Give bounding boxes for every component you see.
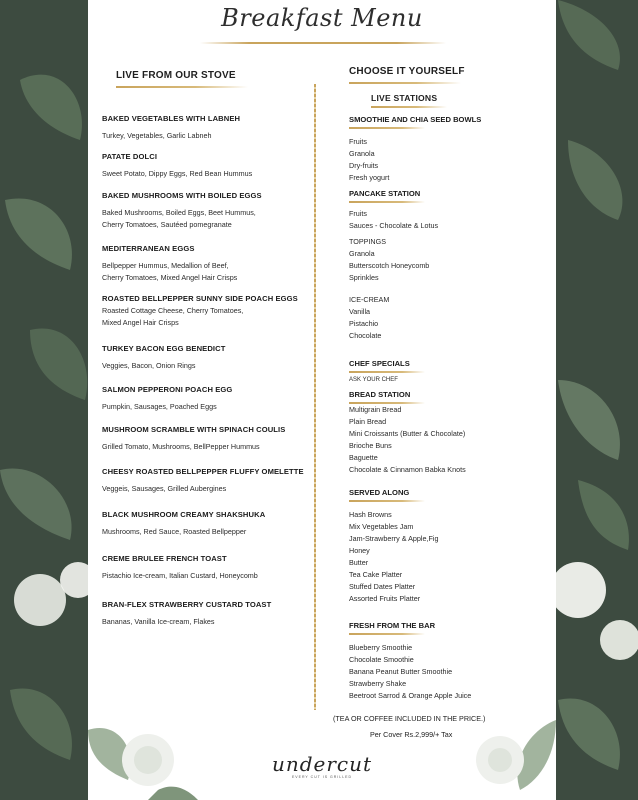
leaf-decoration-left-icon: [0, 0, 100, 800]
list-item: [102, 191, 312, 231]
list-item: Tea Cake Platter: [349, 570, 403, 579]
right-heading-divider: [349, 82, 461, 84]
item-desc: Roasted Cottage Cheese, Cherry Tomatoes, Mixed Angel Hair Crisps: [102, 306, 244, 327]
list-item: [102, 114, 312, 142]
list-item: Jam-Strawberry & Apple,Fig: [349, 534, 439, 543]
menu-card: [88, 0, 556, 800]
toppings-section: [349, 236, 549, 284]
item-name: BAKED MUSHROOMS WITH BOILED EGGS: [102, 191, 262, 200]
list-item: Chocolate Smoothie: [349, 655, 414, 664]
item-name: CHEESY ROASTED BELLPEPPER FLUFFY OMELETTE: [102, 467, 304, 476]
list-item: Chocolate: [349, 331, 382, 340]
item-desc: Pistachio Ice-cream, Italian Custard, Honeycomb: [102, 571, 258, 580]
section-divider: [349, 201, 425, 203]
list-item: Vanilla: [349, 307, 371, 316]
list-item: Butterscotch Honeycomb: [349, 261, 430, 270]
list-item: Granola: [349, 249, 375, 258]
list-item: Pistachio: [349, 319, 379, 328]
list-item: Brioche Buns: [349, 441, 392, 450]
list-item: Dry-fruits: [349, 161, 379, 170]
item-name: MUSHROOM SCRAMBLE WITH SPINACH COULIS: [102, 425, 286, 434]
item-name: BAKED VEGETABLES WITH LABNEH: [102, 114, 241, 123]
item-desc: Bellpepper Hummus, Medallion of Beef, Cherry Tomatoes, Mixed Angel Hair Crisps: [102, 261, 238, 282]
title-divider: [200, 42, 446, 44]
price-per-cover: Per Cover Rs.2,999/+ Tax: [370, 730, 453, 739]
list-item: Fresh yogurt: [349, 173, 390, 182]
section-divider: [349, 633, 425, 635]
list-item: Multigrain Bread: [349, 405, 402, 414]
item-desc: Bananas, Vanilla Ice-cream, Flakes: [102, 617, 215, 626]
list-item: [102, 467, 312, 495]
section-divider: [349, 500, 425, 502]
item-desc: Pumpkin, Sausages, Poached Eggs: [102, 402, 217, 411]
smoothie-section: [349, 115, 549, 184]
list-item: [102, 294, 312, 329]
chef-specials-note: ASK YOUR CHEF: [349, 377, 398, 383]
list-item: [102, 244, 312, 284]
list-item: [102, 425, 312, 453]
item-name: TURKEY BACON EGG BENEDICT: [102, 344, 226, 353]
list-item: Plain Bread: [349, 417, 387, 426]
flower-decoration-icon: [88, 690, 198, 800]
pancake-section: [349, 189, 549, 232]
list-item: Chocolate & Cinnamon Babka Knots: [349, 465, 466, 474]
chef-specials-section: [349, 359, 549, 386]
menu-title: Breakfast Menu: [221, 4, 423, 32]
list-item: Beetroot Sarrod & Orange Apple Juice: [349, 691, 472, 700]
item-name: CREME BRULEE FRENCH TOAST: [102, 554, 227, 563]
served-along-section: [349, 488, 549, 605]
list-item: Stuffed Dates Platter: [349, 582, 416, 591]
section-title: SMOOTHIE AND CHIA SEED BOWLS: [349, 115, 482, 124]
section-title: ICE-CREAM: [349, 295, 390, 304]
list-item: Honey: [349, 546, 370, 555]
section-title: CHEF SPECIALS: [349, 359, 410, 368]
list-item: Assorted Fruits Platter: [349, 594, 421, 603]
item-desc: Baked Mushrooms, Boiled Eggs, Beet Hummus, Cherry Tomatoes, Sautéed pomegranate: [102, 208, 256, 229]
item-name: ROASTED BELLPEPPER SUNNY SIDE POACH EGGS: [102, 294, 298, 303]
list-item: Sauces - Chocolate & Lotus: [349, 221, 439, 230]
item-name: BRAN-FLEX STRAWBERRY CUSTARD TOAST: [102, 600, 272, 609]
list-item: Granola: [349, 149, 375, 158]
live-stations-heading: LIVE STATIONS: [371, 93, 438, 103]
item-name: MEDITERRANEAN EGGS: [102, 244, 195, 253]
section-title: BREAD STATION: [349, 390, 411, 399]
item-name: SALMON PEPPERONI POACH EGG: [102, 385, 233, 394]
list-item: [102, 344, 312, 372]
section-divider: [349, 127, 425, 129]
bread-section: [349, 390, 549, 476]
section-title: FRESH FROM THE BAR: [349, 621, 436, 630]
list-item: Blueberry Smoothie: [349, 643, 413, 652]
list-item: [102, 152, 312, 180]
item-name: PATATE DOLCI: [102, 152, 158, 161]
item-desc: Veggies, Bacon, Onion Rings: [102, 361, 196, 370]
item-desc: Sweet Potato, Dippy Eggs, Red Bean Hummus: [102, 169, 253, 178]
item-desc: Veggeis, Sausages, Grilled Aubergines: [102, 484, 227, 493]
icecream-section: [349, 294, 549, 342]
right-column-heading: CHOOSE IT YOURSELF: [349, 66, 465, 77]
section-divider: [349, 371, 425, 373]
left-heading-divider: [116, 86, 248, 88]
live-stations-divider: [371, 106, 447, 108]
list-item: Fruits: [349, 137, 367, 146]
left-column-heading: LIVE FROM OUR STOVE: [116, 70, 236, 81]
section-title: PANCAKE STATION: [349, 189, 421, 198]
list-item: [102, 385, 312, 413]
list-item: Butter: [349, 558, 369, 567]
list-item: Mix Vegetables Jam: [349, 522, 414, 531]
beverage-note: (TEA OR COFFEE INCLUDED IN THE PRICE.): [333, 714, 486, 723]
list-item: Strawberry Shake: [349, 679, 407, 688]
section-title: SERVED ALONG: [349, 488, 410, 497]
list-item: Fruits: [349, 209, 367, 218]
item-desc: Turkey, Vegetables, Garlic Labneh: [102, 131, 212, 140]
list-item: [102, 554, 312, 582]
column-divider: [314, 84, 316, 710]
brand-logo: [266, 752, 378, 779]
list-item: [102, 510, 312, 538]
item-name: BLACK MUSHROOM CREAMY SHAKSHUKA: [102, 510, 266, 519]
brand-wordmark: undercut: [271, 752, 373, 776]
list-item: Hash Browns: [349, 510, 392, 519]
list-item: Baguette: [349, 453, 378, 462]
item-desc: Mushrooms, Red Sauce, Roasted Bellpepper: [102, 527, 247, 536]
item-desc: Grilled Tomato, Mushrooms, BellPepper Hummus: [102, 442, 260, 451]
section-title: TOPPINGS: [349, 237, 387, 246]
flower-decoration-right-icon: [440, 700, 556, 800]
list-item: Mini Croissants (Butter & Chocolate): [349, 429, 466, 438]
brand-tagline: EVERY CUT IS GRILLED: [291, 775, 353, 779]
list-item: [102, 600, 312, 628]
list-item: Sprinkles: [349, 273, 379, 282]
list-item: Banana Peanut Butter Smoothie: [349, 667, 453, 676]
fresh-bar-section: [349, 621, 549, 702]
